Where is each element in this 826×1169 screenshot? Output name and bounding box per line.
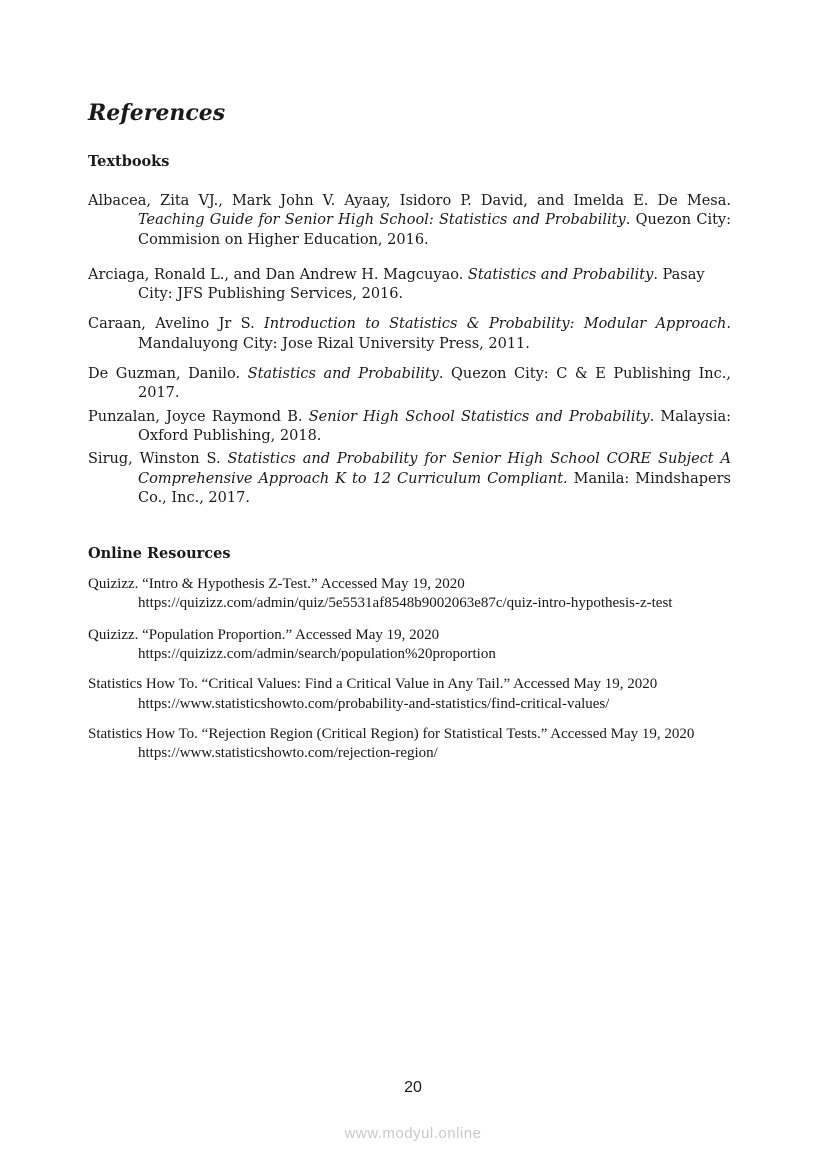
reference-title: Introduction to Statistics & Probability: Modular Approach <box>264 316 727 333</box>
page-number: 20 <box>404 1079 422 1096</box>
reference-authors: De Guzman, Danilo. <box>88 366 248 383</box>
reference-title: Statistics and Probability <box>467 266 654 283</box>
watermark: www.modyul.online <box>344 1125 482 1142</box>
reference-entry <box>88 315 731 354</box>
online-resources-heading: Online Resources <box>88 545 231 563</box>
reference-citation: Statistics How To. “Critical Values: Find a Critical Value in Any Tail.” Accessed May <box>88 676 601 693</box>
reference-title: Statistics and Probability <box>247 366 439 383</box>
reference-citation: Quizizz. “Population Proportion.” Accessed May 19, 2020 <box>88 626 440 643</box>
reference-publisher: . Mandaluyong City: Jose Rizal University Press, 2011. <box>138 316 731 352</box>
reference-authors: Punzalan, Joyce Raymond B. <box>88 408 309 425</box>
reference-publisher: . Quezon City: C & E Publishing Inc., 2017. <box>138 366 731 402</box>
reference-citation: Quizizz. “Intro & Hypothesis Z-Test.” Accessed May 19, 2020 <box>88 576 465 593</box>
reference-url[interactable]: https://quizizz.com/admin/quiz/5e5531af8548b9002063e87c/quiz-intro-hypothesis-z-test <box>138 595 673 612</box>
reference-publisher: . Malaysia: Oxford Publishing, 2018. <box>138 408 732 444</box>
reference-entry <box>88 266 731 305</box>
reference-citation: Statistics How To. “Rejection Region (Critical Region) for Statistical Tests.” Accessed <box>88 725 607 742</box>
reference-entry <box>88 575 731 614</box>
reference-entry <box>88 626 731 665</box>
reference-publisher: . Pasay City: JFS Publishing Services, 2016. <box>138 266 705 303</box>
reference-authors: Caraan, Avelino Jr S. <box>88 316 265 333</box>
textbooks-heading: Textbooks <box>88 153 170 170</box>
reference-url[interactable]: May 19, 2020 https://www.statisticshowto.com/rejection-region/ <box>138 725 695 762</box>
reference-entry <box>88 450 731 508</box>
online-resources-list <box>88 575 731 763</box>
references-page <box>88 96 731 764</box>
reference-title: Senior High School Statistics and Probability <box>308 408 650 425</box>
reference-publisher: Manila: Mindshapers Co., Inc., 2017. <box>138 470 731 506</box>
reference-url[interactable]: https://quizizz.com/admin/search/population%20proportion <box>138 646 496 663</box>
reference-authors: Arciaga, Ronald L., and Dan Andrew H. Magcuyao. <box>88 266 468 283</box>
reference-entry <box>88 675 731 714</box>
reference-entry <box>88 408 731 447</box>
reference-authors: Albacea, Zita VJ., Mark John V. Ayaay, Isidoro P. David, and Imelda E. De Mesa. <box>88 193 731 209</box>
reference-title: Statistics and Probability for Senior High School CORE Subject A Comprehensive Approach K to 12 Curriculum Compliant. <box>138 451 732 487</box>
reference-entry <box>88 365 731 404</box>
reference-title: Teaching Guide for Senior High School: Statistics and Probability <box>138 212 626 229</box>
textbooks-list <box>88 192 731 508</box>
reference-url[interactable]: 19, 2020 https://www.statisticshowto.com/probability-and-statistics/find-critical-values/ <box>138 676 658 712</box>
reference-entry <box>88 725 731 764</box>
page-title: References <box>88 100 226 126</box>
reference-entry <box>88 192 731 250</box>
reference-authors: Sirug, Winston S. <box>88 451 228 468</box>
reference-publisher: . Quezon City: Commision on Higher Education, 2016. <box>138 212 732 248</box>
